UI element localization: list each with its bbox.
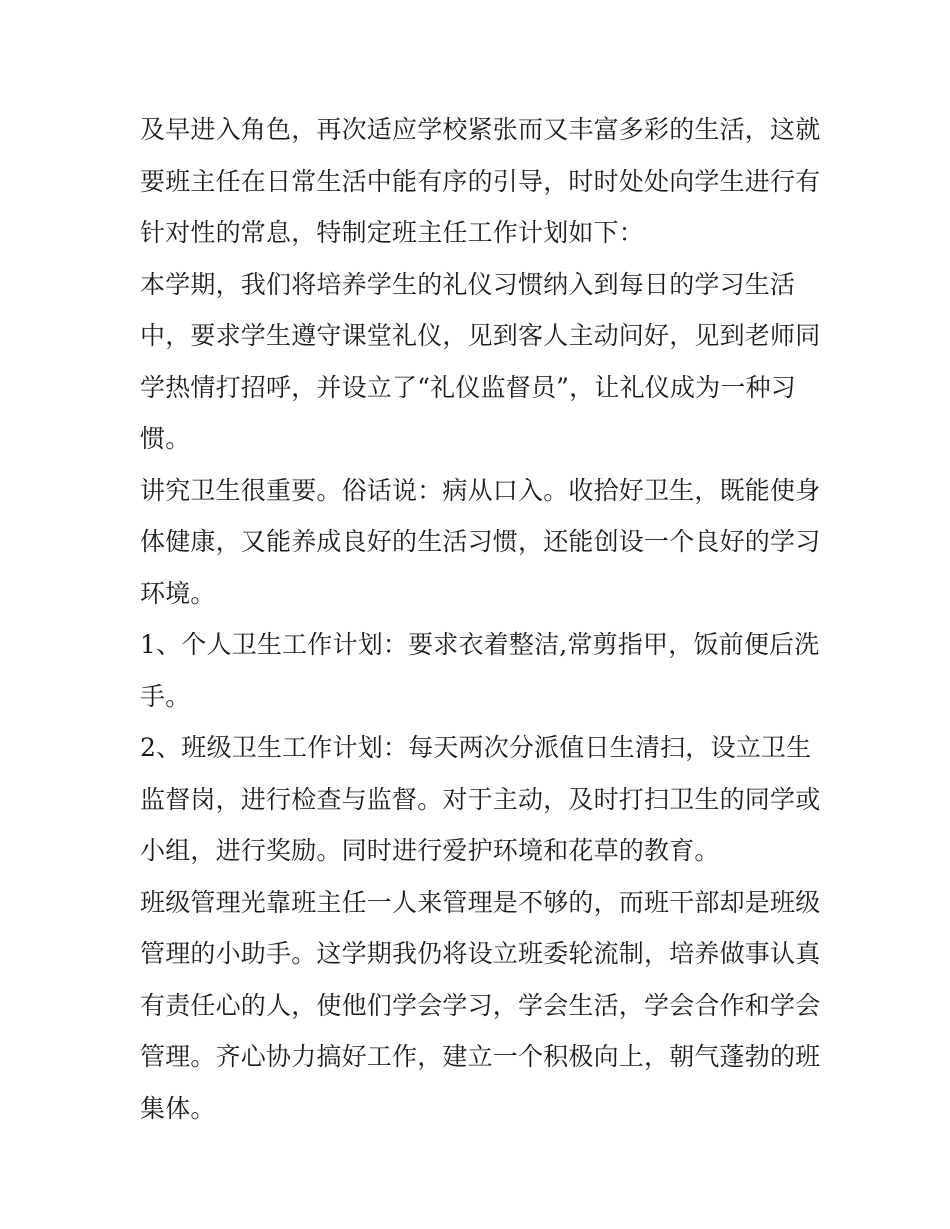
text-line: 2、班级卫生工作计划：每天两次分派值日生清扫，设立卫生: [140, 733, 812, 762]
text-line: 管理的小助手。这学期我仍将设立班委轮流制，培养做事认真: [140, 939, 821, 968]
text-line: 要班主任在日常生活中能有序的引导，时时处处向学生进行有: [140, 166, 821, 196]
text-line: 惯。: [140, 424, 191, 453]
text-line: 监督岗，进行检查与监督。对于主动，及时打扫卫生的同学或: [140, 784, 821, 814]
paragraph-personal-hygiene-plan: [140, 619, 820, 722]
paragraph-class-hygiene-plan: [140, 722, 820, 877]
text-line: 及早进入角色，再次适应学校紧张而又丰富多彩的生活，这就: [140, 115, 821, 144]
text-line: 集体。: [140, 1093, 216, 1123]
paragraph-etiquette: [140, 259, 820, 465]
text-line: 讲究卫生很重要。俗话说：病从口入。收拾好卫生，既能使身: [140, 475, 821, 505]
text-line: 1、个人卫生工作计划：要求衣着整洁,常剪指甲，饭前便后洗: [140, 630, 820, 659]
paragraph-hygiene: [140, 465, 820, 620]
text-line: 环境。: [140, 578, 216, 608]
text-line: 针对性的常息，特制定班主任工作计划如下：: [140, 218, 645, 247]
text-line: 班级管理光靠班主任一人来管理是不够的，而班干部却是班级: [140, 887, 821, 917]
text-line: 管理。齐心协力搞好工作，建立一个积极向上，朝气蓬勃的班: [140, 1042, 821, 1071]
text-line: 本学期，我们将培养学生的礼仪习惯纳入到每日的学习生活: [140, 269, 796, 299]
paragraph-class-management: [140, 877, 820, 1135]
text-line: 中，要求学生遵守课堂礼仪，见到客人主动问好，见到老师同: [140, 321, 821, 350]
text-line: 学热情打招呼，并设立了“礼仪监督员”，让礼仪成为一种习: [140, 372, 796, 402]
text-line: 有责任心的人，使他们学会学习，学会生活，学会合作和学会: [140, 990, 821, 1020]
document-body: [140, 104, 820, 1134]
paragraph-intro: [140, 104, 820, 259]
text-line: 小组，进行奖励。同时进行爱护环境和花草的教育。: [140, 836, 720, 865]
text-line: 手。: [140, 681, 191, 711]
text-line: 体健康，又能养成良好的生活习惯，还能创设一个良好的学习: [140, 527, 821, 556]
